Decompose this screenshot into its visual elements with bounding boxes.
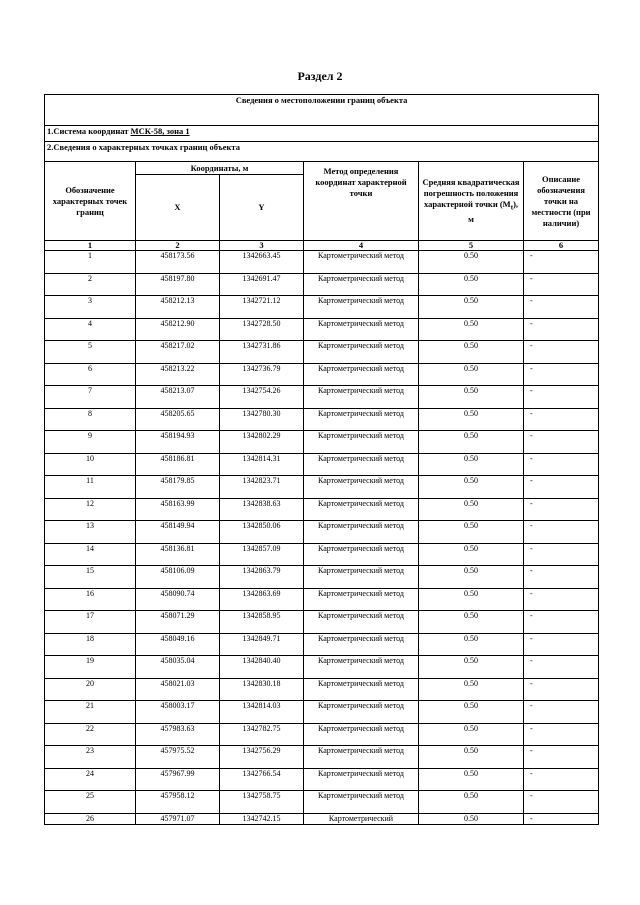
coord-x: 458212.90 bbox=[136, 318, 220, 341]
error-cell: 0.50 bbox=[419, 521, 524, 544]
column-number: 4 bbox=[304, 241, 419, 251]
method-cell: Картометрический метод bbox=[304, 341, 419, 364]
coord-y: 1342823.71 bbox=[220, 476, 304, 499]
error-cell: 0.50 bbox=[419, 746, 524, 769]
point-number: 12 bbox=[45, 498, 136, 521]
table-row bbox=[45, 791, 599, 814]
table-row bbox=[45, 656, 599, 679]
error-cell: 0.50 bbox=[419, 588, 524, 611]
coord-y: 1342838.63 bbox=[220, 498, 304, 521]
table-row bbox=[45, 341, 599, 364]
point-number: 18 bbox=[45, 633, 136, 656]
error-cell: 0.50 bbox=[419, 633, 524, 656]
table-title: Сведения о местоположении границ объекта bbox=[45, 95, 599, 126]
column-number: 1 bbox=[45, 241, 136, 251]
point-number: 21 bbox=[45, 701, 136, 724]
method-cell: Картометрический метод bbox=[304, 701, 419, 724]
coord-x: 458217.02 bbox=[136, 341, 220, 364]
point-number: 23 bbox=[45, 746, 136, 769]
coord-system-label: 1.Система координат bbox=[47, 126, 131, 136]
error-cell: 0.50 bbox=[419, 611, 524, 634]
method-cell: Картометрический метод bbox=[304, 408, 419, 431]
table-row bbox=[45, 476, 599, 499]
point-number: 17 bbox=[45, 611, 136, 634]
method-cell: Картометрический метод bbox=[304, 431, 419, 454]
coord-x: 458163.99 bbox=[136, 498, 220, 521]
points-section-title: 2.Сведения о характерных точках границ объекта bbox=[45, 142, 599, 162]
method-cell: Картометрический метод bbox=[304, 566, 419, 589]
error-cell: 0.50 bbox=[419, 701, 524, 724]
error-cell: 0.50 bbox=[419, 363, 524, 386]
coord-y: 1342849.71 bbox=[220, 633, 304, 656]
error-cell: 0.50 bbox=[419, 543, 524, 566]
point-number: 13 bbox=[45, 521, 136, 544]
coord-y: 1342857.09 bbox=[220, 543, 304, 566]
header-error bbox=[419, 162, 524, 241]
point-number: 22 bbox=[45, 723, 136, 746]
coord-y: 1342840.40 bbox=[220, 656, 304, 679]
method-cell: Картометрический метод bbox=[304, 588, 419, 611]
description-cell: - bbox=[524, 296, 599, 319]
method-cell: Картометрический метод bbox=[304, 521, 419, 544]
column-number: 6 bbox=[524, 241, 599, 251]
error-cell: 0.50 bbox=[419, 431, 524, 454]
error-cell: 0.50 bbox=[419, 498, 524, 521]
description-cell: - bbox=[524, 791, 599, 814]
error-cell: 0.50 bbox=[419, 453, 524, 476]
table-row bbox=[45, 723, 599, 746]
coord-x: 458205.65 bbox=[136, 408, 220, 431]
method-cell: Картометрический метод bbox=[304, 768, 419, 791]
coord-x: 458021.03 bbox=[136, 678, 220, 701]
coord-x: 458194.93 bbox=[136, 431, 220, 454]
point-number: 26 bbox=[45, 813, 136, 824]
point-number: 15 bbox=[45, 566, 136, 589]
point-number: 2 bbox=[45, 273, 136, 296]
table-row bbox=[45, 768, 599, 791]
coord-x: 458213.22 bbox=[136, 363, 220, 386]
point-number: 11 bbox=[45, 476, 136, 499]
table-row bbox=[45, 453, 599, 476]
table-row bbox=[45, 633, 599, 656]
table-row bbox=[45, 408, 599, 431]
coord-x: 457975.52 bbox=[136, 746, 220, 769]
error-cell: 0.50 bbox=[419, 318, 524, 341]
header-designation: Обозначение характерных точек границ bbox=[45, 162, 136, 241]
coord-x: 458071.29 bbox=[136, 611, 220, 634]
description-cell: - bbox=[524, 453, 599, 476]
table-row bbox=[45, 296, 599, 319]
error-cell: 0.50 bbox=[419, 791, 524, 814]
column-number: 5 bbox=[419, 241, 524, 251]
description-cell: - bbox=[524, 431, 599, 454]
coord-x: 457967.99 bbox=[136, 768, 220, 791]
table-row bbox=[45, 566, 599, 589]
error-cell: 0.50 bbox=[419, 408, 524, 431]
point-number: 25 bbox=[45, 791, 136, 814]
description-cell: - bbox=[524, 656, 599, 679]
coord-x: 458213.07 bbox=[136, 386, 220, 409]
point-number: 19 bbox=[45, 656, 136, 679]
header-x: X bbox=[136, 175, 220, 241]
column-number: 2 bbox=[136, 241, 220, 251]
description-cell: - bbox=[524, 723, 599, 746]
coord-y: 1342721.12 bbox=[220, 296, 304, 319]
description-cell: - bbox=[524, 678, 599, 701]
description-cell: - bbox=[524, 566, 599, 589]
description-cell: - bbox=[524, 813, 599, 824]
coord-x: 458173.56 bbox=[136, 251, 220, 274]
method-cell: Картометрический метод bbox=[304, 633, 419, 656]
coord-x: 458090.74 bbox=[136, 588, 220, 611]
method-cell: Картометрический метод bbox=[304, 251, 419, 274]
description-cell: - bbox=[524, 498, 599, 521]
header-y: Y bbox=[220, 175, 304, 241]
coord-y: 1342758.75 bbox=[220, 791, 304, 814]
coord-y: 1342782.75 bbox=[220, 723, 304, 746]
method-cell: Картометрический метод bbox=[304, 678, 419, 701]
boundary-points-table bbox=[44, 94, 599, 825]
method-cell: Картометрический метод bbox=[304, 611, 419, 634]
error-cell: 0.50 bbox=[419, 476, 524, 499]
point-number: 10 bbox=[45, 453, 136, 476]
point-number: 9 bbox=[45, 431, 136, 454]
error-cell: 0.50 bbox=[419, 768, 524, 791]
table-row bbox=[45, 813, 599, 824]
error-cell: 0.50 bbox=[419, 813, 524, 824]
point-number: 14 bbox=[45, 543, 136, 566]
method-cell: Картометрический метод bbox=[304, 656, 419, 679]
description-cell: - bbox=[524, 341, 599, 364]
table-row bbox=[45, 318, 599, 341]
point-number: 1 bbox=[45, 251, 136, 274]
description-cell: - bbox=[524, 363, 599, 386]
description-cell: - bbox=[524, 476, 599, 499]
method-cell: Картометрический метод bbox=[304, 723, 419, 746]
method-cell: Картометрический метод bbox=[304, 363, 419, 386]
description-cell: - bbox=[524, 746, 599, 769]
error-cell: 0.50 bbox=[419, 296, 524, 319]
error-cell: 0.50 bbox=[419, 723, 524, 746]
error-cell: 0.50 bbox=[419, 386, 524, 409]
coord-y: 1342863.69 bbox=[220, 588, 304, 611]
error-cell: 0.50 bbox=[419, 678, 524, 701]
description-cell: - bbox=[524, 588, 599, 611]
table-row bbox=[45, 678, 599, 701]
table-row bbox=[45, 498, 599, 521]
point-number: 3 bbox=[45, 296, 136, 319]
table-row bbox=[45, 431, 599, 454]
coord-x: 458212.13 bbox=[136, 296, 220, 319]
method-cell: Картометрический метод bbox=[304, 746, 419, 769]
coord-x: 458149.94 bbox=[136, 521, 220, 544]
coord-y: 1342830.18 bbox=[220, 678, 304, 701]
table-row bbox=[45, 543, 599, 566]
coord-y: 1342742.15 bbox=[220, 813, 304, 824]
coord-x: 458003.17 bbox=[136, 701, 220, 724]
error-cell: 0.50 bbox=[419, 656, 524, 679]
coord-x: 458136.81 bbox=[136, 543, 220, 566]
error-cell: 0.50 bbox=[419, 251, 524, 274]
coord-y: 1342780.30 bbox=[220, 408, 304, 431]
column-number: 3 bbox=[220, 241, 304, 251]
header-coords: Координаты, м bbox=[136, 162, 304, 175]
table-row bbox=[45, 746, 599, 769]
description-cell: - bbox=[524, 318, 599, 341]
method-cell: Картометрический метод bbox=[304, 476, 419, 499]
table-row bbox=[45, 386, 599, 409]
table-row bbox=[45, 588, 599, 611]
description-cell: - bbox=[524, 521, 599, 544]
point-number: 6 bbox=[45, 363, 136, 386]
description-cell: - bbox=[524, 386, 599, 409]
section-title: Раздел 2 bbox=[297, 69, 343, 83]
coord-y: 1342802.29 bbox=[220, 431, 304, 454]
coord-x: 458186.81 bbox=[136, 453, 220, 476]
coord-y: 1342756.29 bbox=[220, 746, 304, 769]
header-error-text: Средняя квадратическая погрешность положения характерной точки $(M_t)$, м bbox=[422, 177, 520, 224]
point-number: 24 bbox=[45, 768, 136, 791]
method-cell: Картометрический метод bbox=[304, 386, 419, 409]
coord-x: 458197.80 bbox=[136, 273, 220, 296]
coord-x: 458106.09 bbox=[136, 566, 220, 589]
coord-x: 458049.16 bbox=[136, 633, 220, 656]
description-cell: - bbox=[524, 611, 599, 634]
table-row bbox=[45, 701, 599, 724]
coord-y: 1342691.47 bbox=[220, 273, 304, 296]
method-cell: Картометрический метод bbox=[304, 318, 419, 341]
coord-y: 1342728.50 bbox=[220, 318, 304, 341]
method-cell: Картометрический метод bbox=[304, 453, 419, 476]
point-number: 8 bbox=[45, 408, 136, 431]
description-cell: - bbox=[524, 768, 599, 791]
coord-y: 1342814.03 bbox=[220, 701, 304, 724]
point-number: 20 bbox=[45, 678, 136, 701]
table-row bbox=[45, 273, 599, 296]
point-number: 16 bbox=[45, 588, 136, 611]
coord-y: 1342863.79 bbox=[220, 566, 304, 589]
description-cell: - bbox=[524, 543, 599, 566]
coord-y: 1342766.54 bbox=[220, 768, 304, 791]
error-cell: 0.50 bbox=[419, 566, 524, 589]
description-cell: - bbox=[524, 408, 599, 431]
header-description: Описание обозначения точки на местности (при наличии) bbox=[524, 162, 599, 241]
coord-y: 1342754.26 bbox=[220, 386, 304, 409]
coord-system-value: МСК-58, зона 1 bbox=[130, 126, 190, 136]
coord-x: 457971.07 bbox=[136, 813, 220, 824]
coord-y: 1342850.06 bbox=[220, 521, 304, 544]
point-number: 5 bbox=[45, 341, 136, 364]
method-cell: Картометрический метод bbox=[304, 543, 419, 566]
method-cell: Картометрический метод bbox=[304, 498, 419, 521]
table-row bbox=[45, 611, 599, 634]
coord-x: 457983.63 bbox=[136, 723, 220, 746]
coord-x: 457958.12 bbox=[136, 791, 220, 814]
coord-system-row bbox=[45, 126, 599, 142]
error-cell: 0.50 bbox=[419, 273, 524, 296]
method-cell: Картометрический метод bbox=[304, 296, 419, 319]
description-cell: - bbox=[524, 273, 599, 296]
method-cell: Картометрический метод bbox=[304, 791, 419, 814]
coord-y: 1342736.79 bbox=[220, 363, 304, 386]
coord-x: 458179.85 bbox=[136, 476, 220, 499]
point-number: 7 bbox=[45, 386, 136, 409]
coord-y: 1342858.95 bbox=[220, 611, 304, 634]
error-cell: 0.50 bbox=[419, 341, 524, 364]
column-number-row bbox=[45, 241, 599, 251]
header-method: Метод определения координат характерной точки bbox=[304, 162, 419, 241]
coord-x: 458035.04 bbox=[136, 656, 220, 679]
description-cell: - bbox=[524, 701, 599, 724]
description-cell: - bbox=[524, 251, 599, 274]
coord-y: 1342814.31 bbox=[220, 453, 304, 476]
coord-y: 1342731.86 bbox=[220, 341, 304, 364]
coord-y: 1342663.45 bbox=[220, 251, 304, 274]
table-row bbox=[45, 521, 599, 544]
table-row bbox=[45, 251, 599, 274]
description-cell: - bbox=[524, 633, 599, 656]
method-cell: Картометрический bbox=[304, 813, 419, 824]
table-row bbox=[45, 363, 599, 386]
point-number: 4 bbox=[45, 318, 136, 341]
method-cell: Картометрический метод bbox=[304, 273, 419, 296]
